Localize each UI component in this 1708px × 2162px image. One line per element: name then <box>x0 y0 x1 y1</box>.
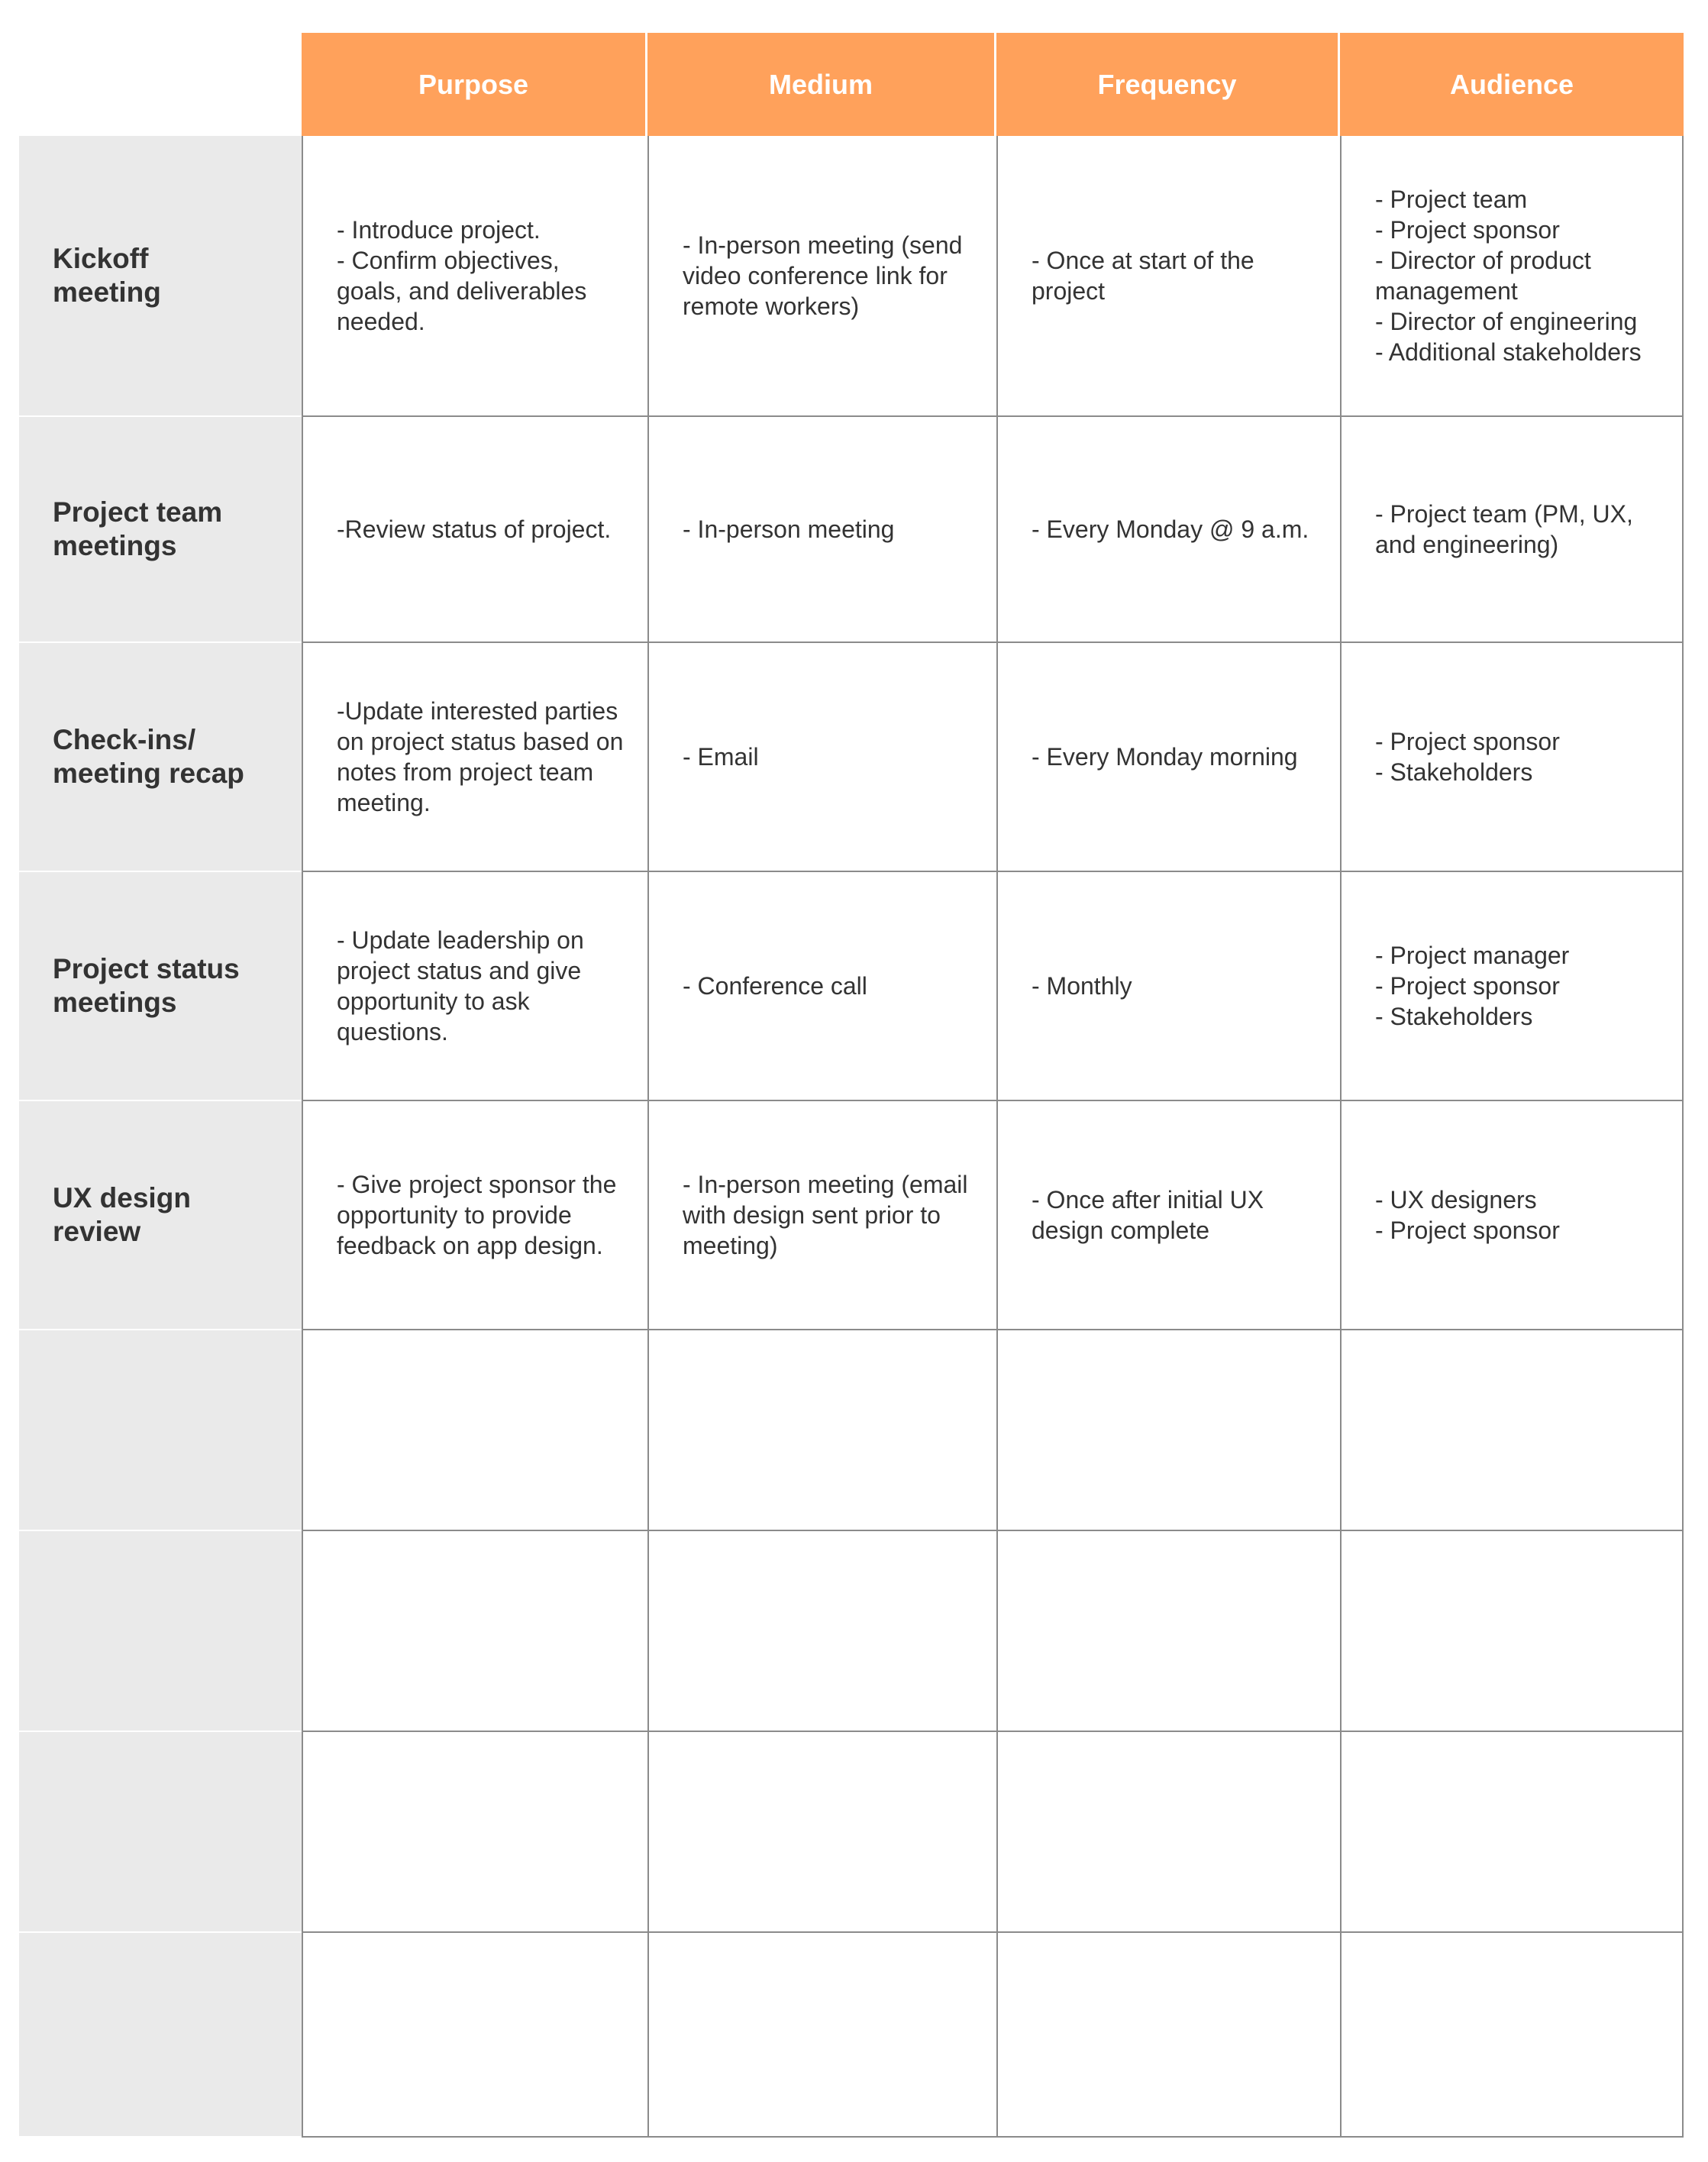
table-row <box>19 417 1684 643</box>
cell-purpose <box>302 1330 647 1531</box>
cell-purpose <box>302 136 647 417</box>
cell-text: - Conference call <box>683 972 867 1000</box>
cell-audience <box>1340 643 1684 872</box>
table-body <box>19 136 1684 2141</box>
cell-frequency <box>996 417 1340 643</box>
cell-purpose <box>302 417 647 643</box>
row-label <box>19 1330 302 1531</box>
row-label <box>19 1101 302 1330</box>
cell-text: - In-person meeting (email with design sent prior to meeting) <box>683 1171 968 1259</box>
cell-purpose <box>302 643 647 872</box>
cell-medium <box>647 1732 996 1933</box>
cell-purpose <box>302 1101 647 1330</box>
table-row <box>19 1933 1684 2138</box>
row-label <box>19 1531 302 1732</box>
table-row <box>19 1732 1684 1933</box>
cell-audience <box>1340 1531 1684 1732</box>
row-label-text: UX design review <box>53 1182 191 1247</box>
cell-text: - Every Monday morning <box>1032 743 1298 771</box>
cell-frequency <box>996 872 1340 1101</box>
cell-text: -Update interested parties on project status based on notes from project team meeting. <box>337 697 624 816</box>
cell-audience <box>1340 872 1684 1101</box>
table-row <box>19 1330 1684 1531</box>
cell-frequency <box>996 643 1340 872</box>
cell-frequency <box>996 1330 1340 1531</box>
cell-text: - Once at start of the project <box>1032 247 1254 305</box>
cell-text: - In-person meeting (send video conference link for remote workers) <box>683 231 963 320</box>
table-header <box>302 33 1684 136</box>
cell-medium <box>647 136 996 417</box>
row-label-text: Project team meetings <box>53 496 223 561</box>
row-label-text: Project status meetings <box>53 953 240 1018</box>
row-label <box>19 136 302 417</box>
cell-audience <box>1340 417 1684 643</box>
cell-text: - Monthly <box>1032 972 1132 1000</box>
column-header-audience: Audience <box>1449 68 1574 100</box>
row-label-text: Kickoff meeting <box>53 243 161 308</box>
cell-text: - Once after initial UX design complete <box>1032 1186 1264 1244</box>
cell-text: - Give project sponsor the opportunity to provide feedback on app design. <box>337 1171 617 1259</box>
column-header-medium: Medium <box>647 33 996 136</box>
cell-purpose <box>302 1531 647 1732</box>
table-row <box>19 1101 1684 1330</box>
cell-text: - Update leadership on project status and give opportunity to ask questions. <box>337 926 584 1045</box>
cell-purpose <box>302 1933 647 2138</box>
cell-medium <box>647 417 996 643</box>
row-label-text: Check-ins/ meeting recap <box>53 724 244 789</box>
row-label <box>19 643 302 872</box>
cell-medium <box>647 643 996 872</box>
table-row <box>19 1531 1684 1732</box>
cell-frequency <box>996 1933 1340 2138</box>
row-label <box>19 417 302 643</box>
cell-purpose <box>302 872 647 1101</box>
table-row <box>19 643 1684 872</box>
cell-audience <box>1340 1732 1684 1933</box>
cell-frequency <box>996 1101 1340 1330</box>
cell-text: - Project manager - Project sponsor - Stakeholders <box>1375 942 1570 1030</box>
cell-text: - Introduce project. - Confirm objectives, goals, and deliverables needed. <box>337 216 587 335</box>
communication-plan-table <box>19 33 1684 2141</box>
cell-text: - Email <box>683 743 759 771</box>
cell-medium <box>647 872 996 1101</box>
cell-audience <box>1340 1101 1684 1330</box>
cell-text: - UX designers - Project sponsor <box>1375 1186 1560 1244</box>
column-header-purpose: Purpose <box>302 33 647 136</box>
cell-text: - In-person meeting <box>683 515 895 543</box>
cell-text: -Review status of project. <box>337 515 612 543</box>
cell-audience <box>1340 1933 1684 2138</box>
cell-audience <box>1340 136 1684 417</box>
cell-text: - Every Monday @ 9 a.m. <box>1032 515 1309 543</box>
cell-frequency <box>996 1531 1340 1732</box>
cell-medium <box>647 1330 996 1531</box>
cell-medium <box>647 1933 996 2138</box>
row-label <box>19 1933 302 2138</box>
cell-audience <box>1340 1330 1684 1531</box>
cell-medium <box>647 1101 996 1330</box>
cell-purpose <box>302 1732 647 1933</box>
cell-medium <box>647 1531 996 1732</box>
row-label <box>19 1732 302 1933</box>
cell-text: - Project team (PM, UX, and engineering) <box>1375 500 1633 558</box>
cell-frequency <box>996 1732 1340 1933</box>
table-row <box>19 136 1684 417</box>
row-label <box>19 872 302 1101</box>
table-row <box>19 872 1684 1101</box>
column-header-frequency: Frequency <box>996 33 1340 136</box>
cell-frequency <box>996 136 1340 417</box>
cell-text: - Project sponsor - Stakeholders <box>1375 728 1560 786</box>
cell-text: - Project team - Project sponsor - Director of product management - Director of engineering - Additional stakeholders <box>1375 186 1642 366</box>
